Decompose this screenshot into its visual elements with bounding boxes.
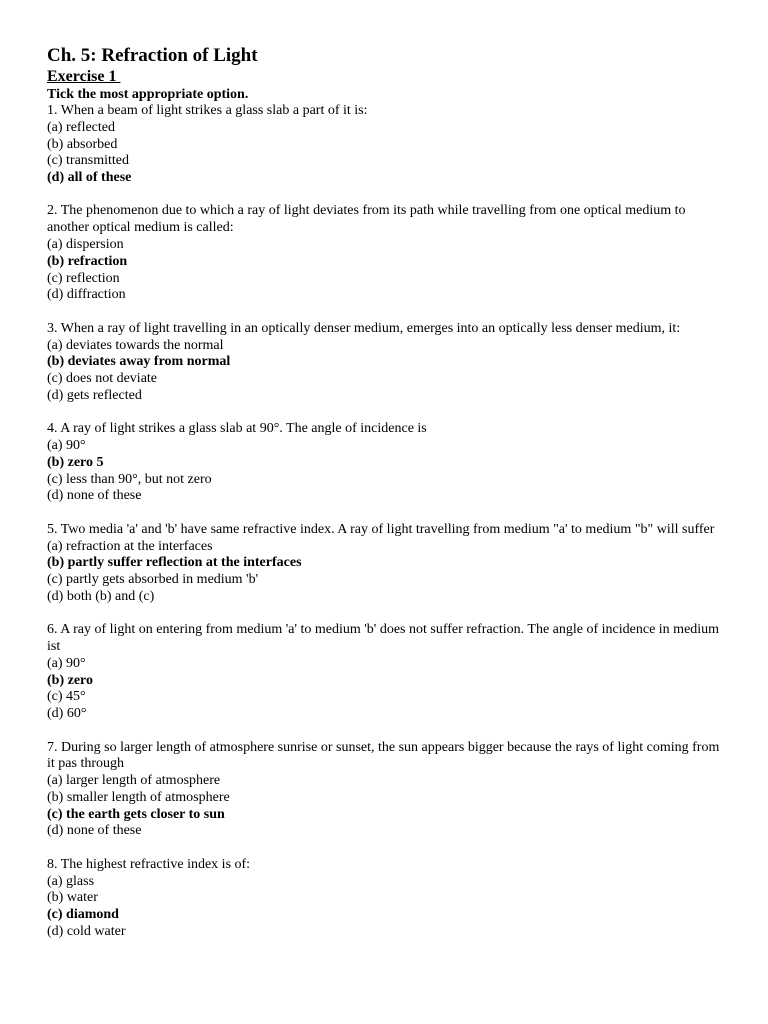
question-5 xyxy=(47,522,728,606)
question-text: 7. During so larger length of atmosphere sunrise or sunset, the sun appears bigger because the rays of light coming from it pas through xyxy=(47,739,720,772)
question-text: 3. When a ray of light travelling in an optically denser medium, emerges into an optically less denser medium, it: xyxy=(47,320,681,336)
option-d: (d) none of these xyxy=(47,823,142,839)
page-title: Ch. 5: Refraction of Light xyxy=(47,45,258,66)
option-a: (a) 90° xyxy=(47,655,86,671)
option-d: (d) gets reflected xyxy=(47,387,142,403)
option-b: (b) deviates away from normal xyxy=(47,354,231,370)
question-text: 4. A ray of light strikes a glass slab at 90°. The angle of incidence is xyxy=(47,421,427,437)
option-c: (c) does not deviate xyxy=(47,371,158,387)
option-b: (b) absorbed xyxy=(47,136,118,152)
option-a: (a) reflected xyxy=(47,119,115,135)
option-a: (a) deviates towards the normal xyxy=(47,337,224,353)
question-text: 1. When a beam of light strikes a glass slab a part of it is: xyxy=(47,103,368,118)
option-a: (a) larger length of atmosphere xyxy=(47,773,221,789)
option-c: (c) partly gets absorbed in medium 'b' xyxy=(47,572,259,588)
question-list xyxy=(47,103,728,941)
question-6 xyxy=(47,622,728,723)
option-d: (d) both (b) and (c) xyxy=(47,588,155,604)
question-7 xyxy=(47,740,728,841)
exercise-heading: Exercise 1 xyxy=(47,68,121,85)
question-4 xyxy=(47,421,728,505)
option-d: (d) none of these xyxy=(47,488,142,504)
option-c: (c) diamond xyxy=(47,907,119,923)
option-d: (d) 60° xyxy=(47,706,87,722)
option-b: (b) smaller length of atmosphere xyxy=(47,789,230,805)
option-d: (d) diffraction xyxy=(47,287,126,303)
question-text: 6. A ray of light on entering from medium 'a' to medium 'b' does not suffer refraction. The angle of incidence in medium ist xyxy=(47,622,720,655)
option-a: (a) refraction at the interfaces xyxy=(47,538,213,554)
option-b: (b) zero 5 xyxy=(47,454,104,470)
option-d: (d) all of these xyxy=(47,170,132,186)
option-b: (b) water xyxy=(47,890,98,906)
option-a: (a) 90° xyxy=(47,438,86,454)
option-c: (c) less than 90°, but not zero xyxy=(47,471,212,487)
option-c: (c) transmitted xyxy=(47,153,130,169)
option-a: (a) dispersion xyxy=(47,237,124,253)
option-d: (d) cold water xyxy=(47,923,126,939)
question-text: 2. The phenomenon due to which a ray of light deviates from its path while travelling from one optical medium to another optical medium is called: xyxy=(47,203,686,236)
question-8 xyxy=(47,857,728,941)
instruction-text: Tick the most appropriate option. xyxy=(47,87,249,102)
question-2 xyxy=(47,203,728,304)
option-c: (c) reflection xyxy=(47,270,120,286)
option-a: (a) glass xyxy=(47,873,95,889)
question-text: 5. Two media 'a' and 'b' have same refractive index. A ray of light travelling from medium "a' to medium "b" will suffer xyxy=(47,521,715,537)
question-text: 8. The highest refractive index is of: xyxy=(47,856,251,872)
option-c: (c) 45° xyxy=(47,689,86,705)
option-b: (b) partly suffer reflection at the interfaces xyxy=(47,555,302,571)
option-c: (c) the earth gets closer to sun xyxy=(47,806,225,822)
option-b: (b) refraction xyxy=(47,253,128,269)
option-b: (b) zero xyxy=(47,672,93,688)
question-3 xyxy=(47,321,728,405)
question-1 xyxy=(47,103,728,187)
